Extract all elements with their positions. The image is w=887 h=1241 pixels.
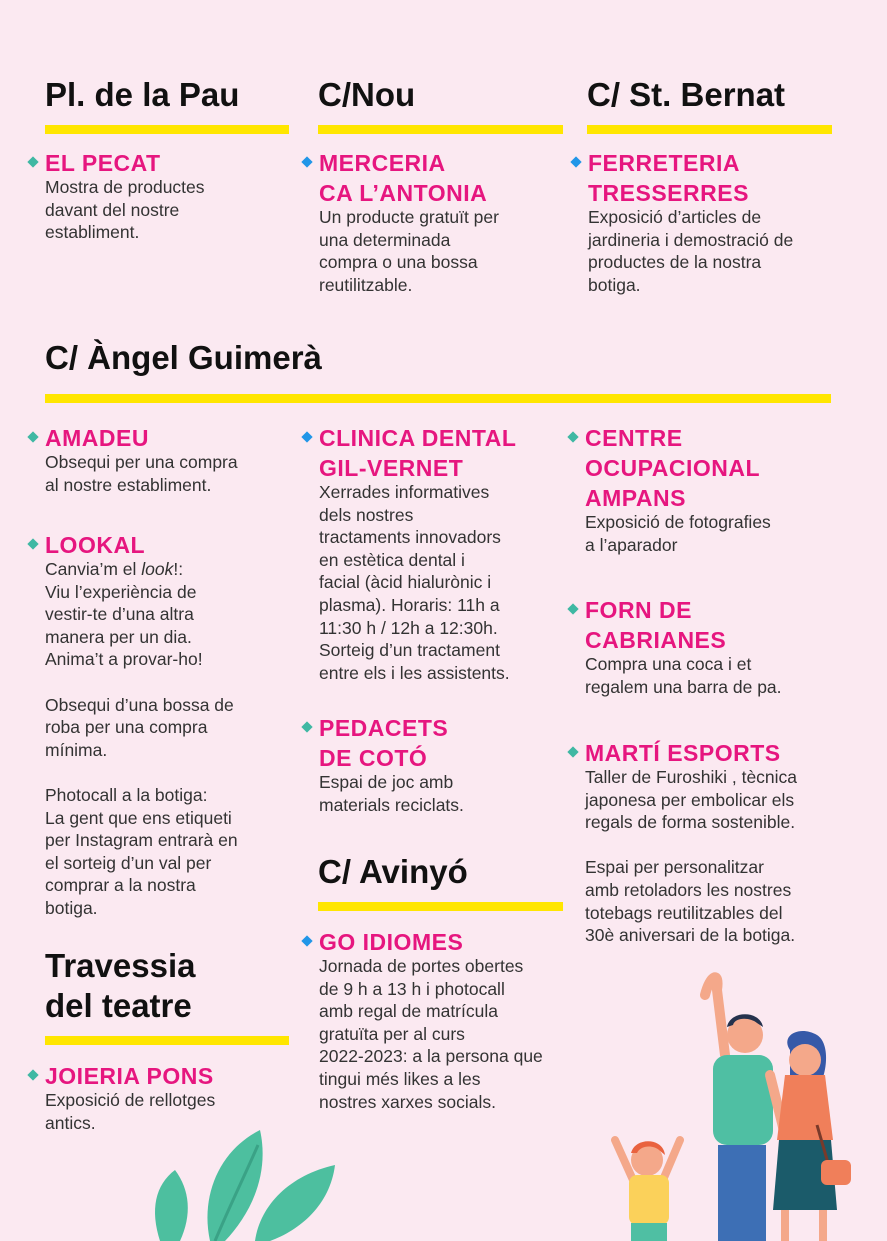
diamond-bullet-icon (27, 431, 38, 442)
shop-description: Exposició de fotografies a l’aparador (585, 512, 771, 555)
shop-description: Un producte gratuït per una determinada compra o una bossa reutilitzable. (319, 207, 499, 295)
shop-lookal (45, 530, 295, 920)
street-heading-avinyo (318, 852, 563, 911)
shop-name: AMADEU (45, 425, 149, 451)
shop-pedacets (319, 713, 569, 816)
shop-description: Compra una coca i et regalem una barra de pa. (585, 654, 782, 697)
yellow-divider (45, 125, 289, 134)
shop-name: CLINICA DENTAL GIL-VERNET (319, 425, 517, 481)
diamond-bullet-icon (301, 935, 312, 946)
street-title: C/Nou (318, 76, 416, 113)
street-title: C/ Àngel Guimerà (45, 339, 322, 376)
diamond-bullet-icon (27, 156, 38, 167)
diamond-bullet-icon (567, 603, 578, 614)
shop-description: Taller de Furoshiki , tècnica japonesa per embolicar els regals de forma sostenible. Espai per personalitzar amb retoladors les nostres totebags reutilitzables del 30è aniversari de la botiga. (585, 767, 798, 946)
shop-description: Mostra de productes davant del nostre establiment. (45, 177, 205, 243)
yellow-divider (318, 902, 563, 911)
shop-name: FERRETERIA TRESSERRES (588, 150, 749, 206)
shop-description: Xerrades informatives dels nostres tractaments innovadors en estètica dental i facial (àcid hialurònic i plasma). Horaris: 11h a 11:30 h / 12h a 12:30h. Sorteig d’un tractament entre els i les assistents. (319, 482, 510, 683)
diamond-bullet-icon (301, 721, 312, 732)
street-heading-guimera (45, 338, 831, 403)
shop-description: Jornada de portes obertes de 9 h a 13 h i photocall amb regal de matrícula gratuïta per al curs 2022-2023: a la persona que tingui més likes a les nostres xarxes socials. (319, 956, 543, 1112)
diamond-bullet-icon (301, 431, 312, 442)
shop-go-idiomes (319, 927, 581, 1113)
shop-amadeu (45, 423, 295, 496)
street-title: C/ St. Bernat (587, 76, 786, 113)
shop-name: JOIERIA PONS (45, 1063, 214, 1089)
shop-description: Obsequi per una compra al nostre establiment. (45, 452, 238, 495)
shop-description: Exposició de rellotges antics. (45, 1090, 216, 1133)
street-heading-travessia (45, 946, 289, 1045)
yellow-divider (45, 1036, 289, 1045)
diamond-bullet-icon (567, 746, 578, 757)
shop-clinica-dental (319, 423, 569, 684)
shop-name: LOOKAL (45, 532, 146, 558)
shop-centre-ocupacional (585, 423, 845, 556)
shop-description: Canvia’m el look!: Viu l’experiència de vestir-te d’una altra manera per un dia. Anima’t a provar-ho! Obsequi d’una bossa de roba per una compra mínima. Photocall a la botiga: La gent que ens etiqueti per Instagram entrarà en el sorteig d’un val per comprar a la nostra botiga. (45, 559, 238, 918)
shop-name: FORN DE CABRIANES (585, 597, 727, 653)
diamond-bullet-icon (27, 538, 38, 549)
leaves-illustration (150, 1115, 350, 1241)
shop-ferreteria (588, 148, 848, 296)
street-title: C/ Avinyó (318, 853, 468, 890)
shop-name: MARTÍ ESPORTS (585, 740, 781, 766)
street-title: Pl. de la Pau (45, 76, 240, 113)
yellow-divider (587, 125, 832, 134)
street-heading-nou (318, 75, 563, 134)
shop-el-pecat (45, 148, 295, 244)
shop-name: MERCERIA CA L’ANTONIA (319, 150, 488, 206)
shop-name: EL PECAT (45, 150, 161, 176)
shop-marti-esports (585, 738, 845, 947)
diamond-bullet-icon (301, 156, 312, 167)
diamond-bullet-icon (27, 1069, 38, 1080)
shop-name: CENTRE OCUPACIONAL AMPANS (585, 425, 761, 511)
shop-forn-cabrianes (585, 595, 845, 698)
diamond-bullet-icon (567, 431, 578, 442)
shop-name: GO IDIOMES (319, 929, 464, 955)
shop-name: PEDACETS DE COTÓ (319, 715, 449, 771)
street-heading-pau (45, 75, 289, 134)
family-illustration (585, 965, 887, 1241)
street-heading-bernat (587, 75, 832, 134)
street-title: Travessia del teatre (45, 947, 196, 1024)
yellow-divider (45, 394, 831, 403)
shop-description: Espai de joc amb materials reciclats. (319, 772, 464, 815)
shop-description: Exposició d’articles de jardineria i demostració de productes de la nostra botiga. (588, 207, 794, 295)
yellow-divider (318, 125, 563, 134)
diamond-bullet-icon (570, 156, 581, 167)
shop-merceria (319, 148, 569, 296)
